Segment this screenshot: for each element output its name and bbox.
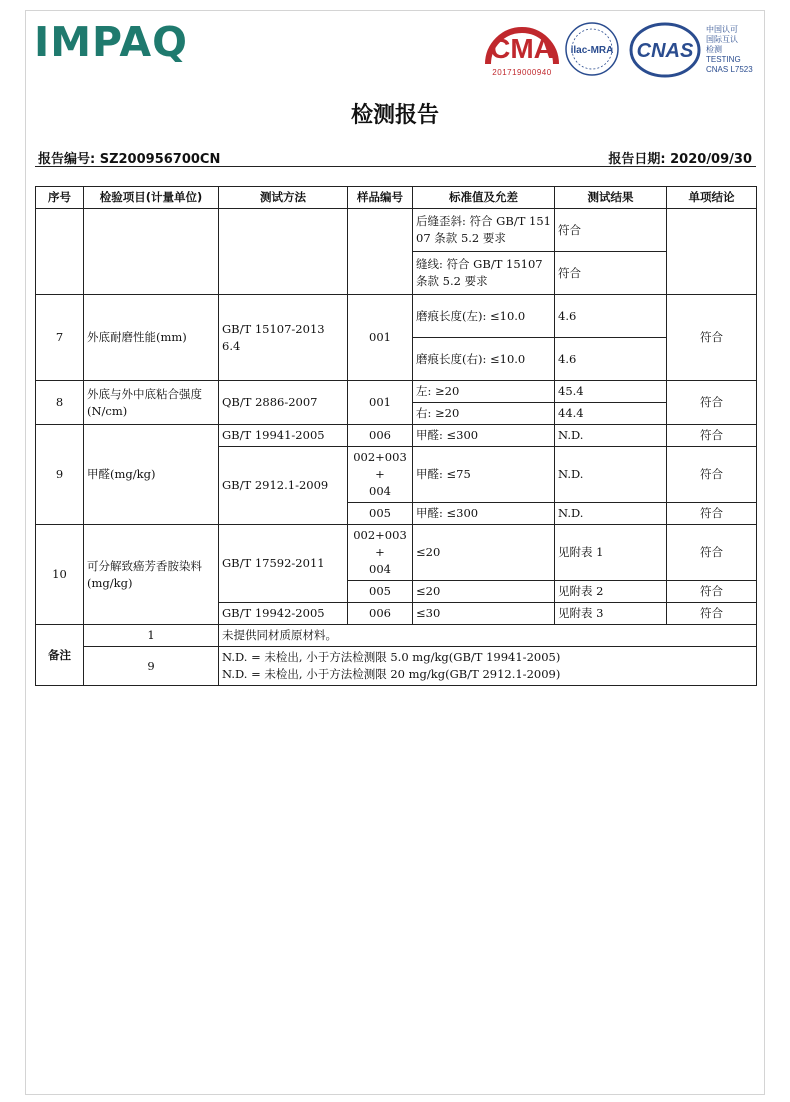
cell-result: 符合	[555, 209, 667, 252]
cell-method: GB/T 17592-2011	[219, 525, 348, 603]
table-row	[36, 381, 757, 403]
company-logo: IMPAQ	[34, 18, 188, 66]
cell-result: 见附表 1	[555, 525, 667, 581]
cell-conclusion: 符合	[667, 425, 757, 447]
cell-method: GB/T 2912.1-2009	[219, 447, 348, 525]
cell-sample: 002+003+ 004	[348, 447, 413, 503]
col-header-standard: 标准值及允差	[413, 187, 555, 209]
cma-number: 201719000940	[492, 68, 552, 77]
col-header-method: 测试方法	[219, 187, 348, 209]
cell-sample: 002+003+ 004	[348, 525, 413, 581]
remarks-row	[36, 625, 757, 647]
cell-conclusion: 符合	[667, 503, 757, 525]
cell-conclusion: 符合	[667, 381, 757, 425]
cell-sample: 001	[348, 381, 413, 425]
cell-standard: 甲醛: ≤300	[413, 503, 555, 525]
table-row	[36, 525, 757, 581]
cell-item: 甲醛(mg/kg)	[84, 425, 219, 525]
remarks-row	[36, 647, 757, 686]
cell-result: 45.4	[555, 381, 667, 403]
ilac-mra-logo-icon	[564, 20, 620, 78]
cell-sample: 005	[348, 581, 413, 603]
cell-sample: 006	[348, 603, 413, 625]
cell-result: N.D.	[555, 447, 667, 503]
cell-sample: 001	[348, 295, 413, 381]
cma-logo-icon	[482, 20, 562, 68]
cell-item: 外底与外中底粘合强度(N/cm)	[84, 381, 219, 425]
cell-result: 44.4	[555, 403, 667, 425]
cell-standard: 磨痕长度(右): ≤10.0	[413, 338, 555, 381]
cell-standard: 甲醛: ≤300	[413, 425, 555, 447]
cell-conclusion: 符合	[667, 603, 757, 625]
cell-item: 外底耐磨性能(mm)	[84, 295, 219, 381]
table-row	[36, 295, 757, 338]
cell-no: 9	[36, 425, 84, 525]
cell-empty	[219, 209, 348, 295]
cell-item: 可分解致癌芳香胺染料(mg/kg)	[84, 525, 219, 625]
cell-empty	[84, 209, 219, 295]
remark-ref: 9	[84, 647, 219, 686]
remarks-label: 备注	[36, 625, 84, 686]
cell-sample: 006	[348, 425, 413, 447]
cell-empty	[348, 209, 413, 295]
report-number: 报告编号: SZ200956700CN	[38, 152, 221, 167]
table-row	[36, 425, 757, 447]
cell-standard: 左: ≥20	[413, 381, 555, 403]
report-date: 报告日期: 2020/09/30	[608, 152, 752, 167]
col-header-result: 测试结果	[555, 187, 667, 209]
test-results-table	[35, 186, 757, 686]
cell-sample: 005	[348, 503, 413, 525]
remark-ref: 1	[84, 625, 219, 647]
svg-text:ilac-MRA: ilac-MRA	[570, 45, 614, 56]
svg-text:CNAS: CNAS	[636, 40, 694, 62]
cell-standard: ≤20	[413, 525, 555, 581]
cell-standard: ≤30	[413, 603, 555, 625]
remark-text: 未提供同材质原材料。	[219, 625, 757, 647]
col-header-item: 检验项目(计量单位)	[84, 187, 219, 209]
cell-result: 见附表 3	[555, 603, 667, 625]
cell-standard: ≤20	[413, 581, 555, 603]
cell-method: QB/T 2886-2007	[219, 381, 348, 425]
cell-method: GB/T 15107-2013 6.4	[219, 295, 348, 381]
table-header-row	[36, 187, 757, 209]
remark-text: N.D. = 未检出, 小于方法检测限 5.0 mg/kg(GB/T 19941-2005) N.D. = 未检出, 小于方法检测限 20 mg/kg(GB/T 2912.1-2009)	[219, 647, 757, 686]
table-row	[36, 209, 757, 252]
cell-method: GB/T 19941-2005	[219, 425, 348, 447]
cell-result: 见附表 2	[555, 581, 667, 603]
cell-method: GB/T 19942-2005	[219, 603, 348, 625]
cell-no: 7	[36, 295, 84, 381]
cell-standard: 磨痕长度(左): ≤10.0	[413, 295, 555, 338]
cell-conclusion: 符合	[667, 581, 757, 603]
col-header-sample: 样品编号	[348, 187, 413, 209]
header-divider	[35, 166, 756, 167]
cell-conclusion: 符合	[667, 525, 757, 581]
cell-empty	[667, 209, 757, 295]
cell-no: 10	[36, 525, 84, 625]
cell-standard: 甲醛: ≤75	[413, 447, 555, 503]
cell-result: N.D.	[555, 503, 667, 525]
cnas-side-text: 中国认可 国际互认 检测 TESTING CNAS L7523	[706, 25, 753, 74]
cell-result: N.D.	[555, 425, 667, 447]
cell-conclusion: 符合	[667, 447, 757, 503]
cell-result: 4.6	[555, 338, 667, 381]
cell-result: 符合	[555, 252, 667, 295]
cell-standard: 缝线: 符合 GB/T 15107 条款 5.2 要求	[413, 252, 555, 295]
col-header-conclusion: 单项结论	[667, 187, 757, 209]
cell-no: 8	[36, 381, 84, 425]
svg-text:CMA: CMA	[490, 33, 554, 64]
cell-empty	[36, 209, 84, 295]
report-title: 检测报告	[350, 103, 439, 128]
cell-result: 4.6	[555, 295, 667, 338]
cnas-logo-icon	[628, 20, 702, 80]
cell-conclusion: 符合	[667, 295, 757, 381]
col-header-no: 序号	[36, 187, 84, 209]
cell-standard: 右: ≥20	[413, 403, 555, 425]
cell-standard: 后缝歪斜: 符合 GB/T 15107 条款 5.2 要求	[413, 209, 555, 252]
